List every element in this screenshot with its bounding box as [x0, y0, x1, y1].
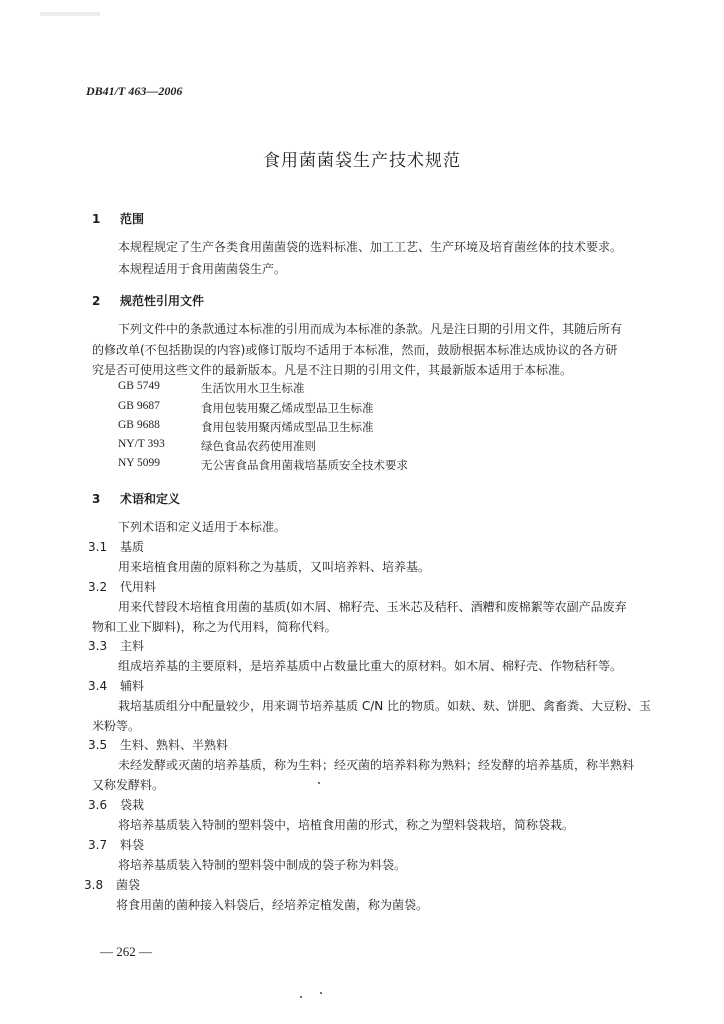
term-definition-line: 栽培基质组分中配量较少，用来调节培养基质 C/N 比的物质。如麸、麸、饼肥、禽畜粪、大豆粉、玉 — [118, 699, 652, 713]
document-title: 食用菌菌袋生产技术规范 — [263, 151, 461, 171]
term-heading — [88, 836, 144, 853]
term-definition-line: 物和工业下脚料)，称之为代用料，简称代料。 — [92, 620, 337, 634]
paragraph-line: 下列文件中的条款通过本标准的引用而成为本标准的条款。凡是注日期的引用文件，其随后所有 — [118, 322, 623, 336]
term-heading — [88, 677, 144, 694]
term-name: 主料 — [120, 639, 145, 653]
term-definition-line: 组成培养基的主要原料，是培养基质中占数量比重大的原材料。如木屑、棉籽壳、作物秸秆等。 — [118, 659, 623, 673]
term-definition-line: 用来培植食用菌的原料称之为基质，又叫培养料、培养基。 — [118, 560, 431, 574]
term-heading — [88, 637, 144, 654]
reference-title: 绿色食品农药使用准则 — [201, 439, 316, 453]
term-number: 3.6 — [88, 798, 108, 812]
term-heading — [88, 578, 156, 595]
term-heading — [88, 538, 144, 555]
reference-title: 食用包装用聚丙烯成型品卫生标准 — [201, 420, 374, 434]
reference-code: GB 9688 — [118, 419, 160, 431]
term-definition-line: 将培养基质装入特制的塑料袋中制成的袋子称为料袋。 — [118, 858, 407, 872]
speck — [318, 782, 320, 784]
reference-code: GB 5749 — [118, 380, 160, 392]
page-number: — 262 — — [100, 944, 152, 959]
section-title: 范围 — [120, 212, 145, 226]
reference-title: 食用包装用聚乙烯成型品卫生标准 — [201, 401, 374, 415]
term-name: 生料、熟料、半熟料 — [120, 738, 229, 752]
term-definition-line: 又称发酵料。 — [92, 778, 165, 792]
section-number: 3 — [92, 492, 101, 506]
reference-code: GB 9687 — [118, 400, 160, 412]
term-number: 3.2 — [88, 580, 108, 594]
term-name: 辅料 — [120, 679, 145, 693]
term-name: 代用料 — [120, 580, 157, 594]
term-number: 3.7 — [88, 838, 108, 852]
speck — [300, 996, 302, 998]
term-definition-line: 未经发酵或灭菌的培养基质，称为生料；经灭菌的培养料称为熟料；经发酵的培养基质，称半熟料 — [118, 758, 635, 772]
term-number: 3.5 — [88, 738, 108, 752]
speck — [320, 992, 322, 994]
term-heading — [88, 736, 228, 753]
term-name: 袋栽 — [120, 798, 145, 812]
term-name: 菌袋 — [116, 878, 141, 892]
paragraph-line: 下列术语和定义适用于本标准。 — [118, 520, 287, 534]
term-number: 3.4 — [88, 679, 108, 693]
reference-code: NY/T 393 — [118, 438, 165, 450]
term-definition-line: 将食用菌的菌种接入料袋后，经培养定植发菌，称为菌袋。 — [116, 898, 429, 912]
paragraph-line: 本规程规定了生产各类食用菌菌袋的选料标准、加工工艺、生产环境及培育菌丝体的技术要求。 — [118, 240, 623, 254]
term-number: 3.3 — [88, 639, 108, 653]
paragraph-line: 本规程适用于食用菌菌袋生产。 — [118, 262, 287, 276]
section-number: 1 — [92, 212, 101, 226]
term-name: 料袋 — [120, 838, 145, 852]
reference-title: 无公害食品食用菌栽培基质安全技术要求 — [201, 458, 408, 472]
term-number: 3.1 — [88, 540, 108, 554]
standard-code: DB41/T 463—2006 — [86, 84, 183, 98]
reference-title: 生活饮用水卫生标准 — [201, 381, 305, 395]
reference-code: NY 5099 — [118, 457, 161, 469]
term-heading — [88, 796, 144, 813]
term-definition-line: 米粉等。 — [92, 719, 141, 733]
term-number: 3.8 — [84, 878, 104, 892]
scan-artifact — [40, 12, 100, 16]
section-heading-2 — [92, 292, 204, 309]
section-title: 规范性引用文件 — [120, 294, 205, 308]
section-number: 2 — [92, 294, 101, 308]
section-title: 术语和定义 — [120, 492, 181, 506]
section-heading-1 — [92, 210, 144, 227]
section-heading-3 — [92, 490, 180, 507]
paragraph-line: 究是否可使用这些文件的最新版本。凡是不注日期的引用文件，其最新版本适用于本标准。 — [92, 363, 573, 377]
term-definition-line: 将培养基质装入特制的塑料袋中，培植食用菌的形式，称之为塑料袋栽培，简称袋栽。 — [118, 818, 575, 832]
paragraph-line: 的修改单(不包括勘误的内容)或修订版均不适用于本标准，然而，鼓励根据本标准达成协议的各方研 — [92, 343, 618, 357]
term-name: 基质 — [120, 540, 145, 554]
term-definition-line: 用来代替段木培植食用菌的基质(如木屑、棉籽壳、玉米芯及秸秆、酒糟和废棉絮等农副产品废弃 — [118, 600, 627, 614]
term-heading — [84, 876, 140, 893]
